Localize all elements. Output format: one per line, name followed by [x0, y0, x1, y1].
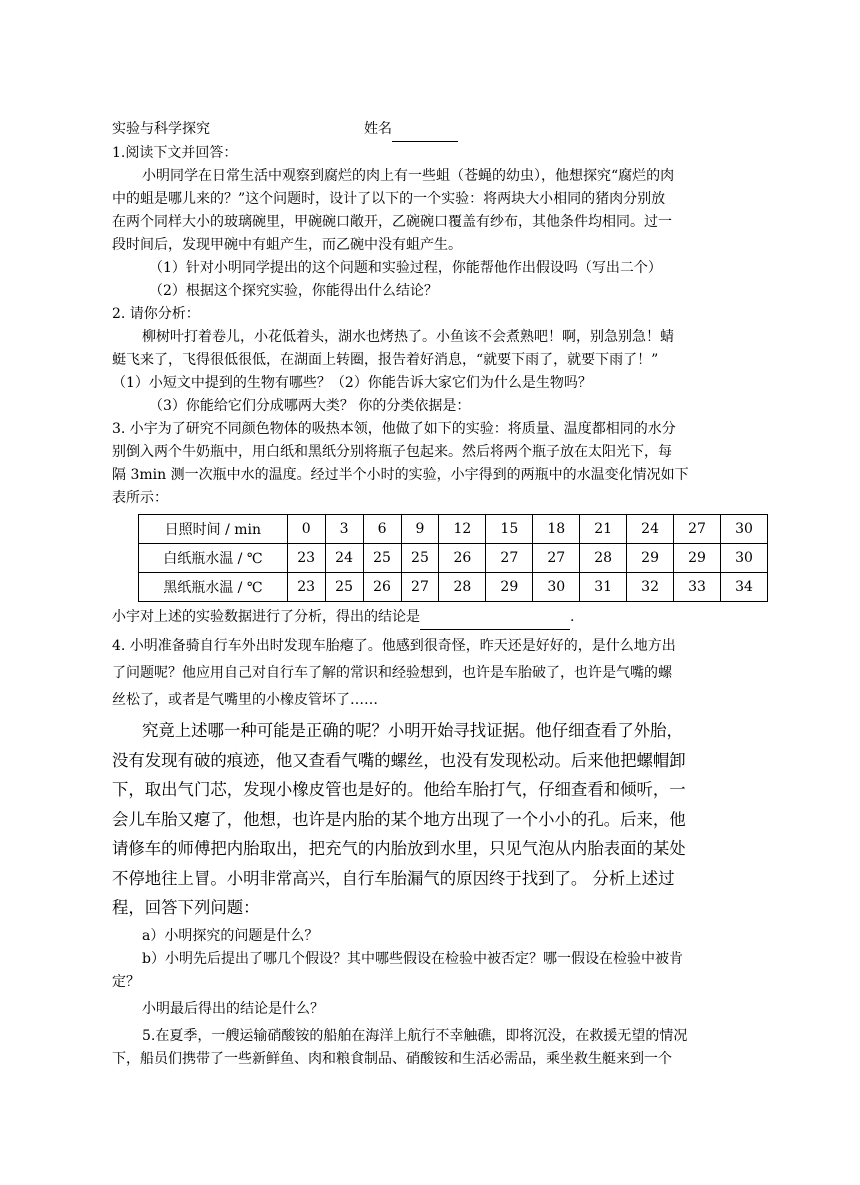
temperature-table	[138, 514, 768, 602]
table-cell: 26	[439, 544, 486, 573]
q4-text-line: 4. 小明准备骑自行车外出时发现车胎瘪了。他感到很奇怪，昨天还是好好的，是什么地方出	[112, 638, 676, 654]
table-row-header: 日照时间 / min	[139, 515, 288, 544]
q3-conclusion-blank	[420, 606, 570, 630]
q5-text-line: 5.在夏季，一艘运输硝酸铵的船舶在海洋上航行不幸触礁，即将沉没，在救援无望的情况	[142, 1027, 688, 1044]
table-cell: 30	[720, 544, 767, 573]
table-cell: 27	[533, 544, 580, 573]
q4-story-line: 没有发现有破的痕迹，他又查看气嘴的螺丝，也没有发现松动。后来他把螺帽卸	[112, 750, 686, 770]
q4-question-b: b）小明先后提出了哪几个假设？其中哪些假设在检验中被否定？哪一假设在检验中被肯	[142, 950, 683, 967]
q1-text-line: 中的蛆是哪儿来的？”这个问题时，设计了以下的一个实验：将两块大小相同的猪肉分别放	[112, 191, 666, 207]
q4-story-line: 不停地往上冒。小明非常高兴，自行车胎漏气的原因终于找到了。 分析上述过	[112, 868, 675, 888]
table-cell: 25	[325, 573, 363, 602]
q3-text-line: 别倒入两个牛奶瓶中，用白纸和黑纸分别将瓶子包起来。然后将两个瓶子放在太阳光下，每	[112, 444, 672, 460]
table-cell: 30	[533, 573, 580, 602]
table-cell: 29	[627, 544, 674, 573]
q2-sub-question-3: （3）你能给它们分成哪两大类？ 你的分类依据是：	[149, 398, 471, 414]
q3-conclusion-end: .	[570, 609, 575, 625]
q1-title: 1.阅读下文并回答：	[112, 145, 238, 161]
table-cell: 23	[287, 544, 325, 573]
q4-story-line: 请修车的师傅把内胎取出，把充气的内胎放到水里，只见气泡从内胎表面的某处	[112, 839, 686, 858]
q5-text-line: 下，船员们携带了一些新鲜鱼、肉和粮食制品、硝酸铵和生活必需品，乘坐救生艇来到一个	[112, 1050, 672, 1067]
table-cell: 33	[674, 573, 721, 602]
q4-story-line: 会儿车胎又瘪了，他想，也许是内胎的某个地方出现了一个小小的孔。后来，他	[112, 809, 686, 829]
table-cell: 26	[363, 573, 401, 602]
q4-question-c: 小明最后得出的结论是什么？	[142, 1000, 324, 1017]
q4-story-line: 下，取出气门芯，发现小橡皮管也是好的。他给车胎打气，仔细查看和倾听，一	[112, 780, 686, 799]
table-cell: 27	[486, 544, 533, 573]
table-cell: 0	[287, 515, 325, 544]
name-blank	[392, 118, 458, 142]
table-cell: 24	[325, 544, 363, 573]
table-cell: 29	[674, 544, 721, 573]
q2-sub-questions-1-2: （1）小短文中提到的生物有哪些？（2）你能告诉大家它们为什么是生物吗？	[112, 375, 592, 391]
table-cell: 9	[401, 515, 439, 544]
q2-text-line: 柳树叶打着卷儿，小花低着头，湖水也烤热了。小鱼该不会煮熟吧！啊，别急别急！蜻	[142, 329, 674, 345]
q1-sub-question-1: （1）针对小明同学提出的这个问题和实验过程，你能帮他作出假设吗（写出二个）	[149, 260, 662, 276]
table-cell: 15	[486, 515, 533, 544]
q4-story-line: 程，回答下列问题：	[112, 898, 260, 917]
subject-title: 实验与科学探究	[112, 121, 210, 137]
worksheet-header	[112, 118, 768, 142]
q3-text-line: 隔 3min 测一次瓶中水的温度。经过半个小时的实验，小宇得到的两瓶中的水温变化情况如下	[112, 467, 689, 483]
table-cell: 21	[580, 515, 627, 544]
table-cell: 30	[720, 515, 767, 544]
q2-title: 2. 请你分析：	[112, 306, 200, 322]
q4-text-line: 丝松了，或者是气嘴里的小橡皮管坏了……	[112, 692, 378, 708]
table-cell: 32	[627, 573, 674, 602]
table-cell: 31	[580, 573, 627, 602]
q1-text-line: 小明同学在日常生活中观察到腐烂的肉上有一些蛆（苍蝇的幼虫），他想探究“腐烂的肉	[142, 168, 675, 184]
table-row-header: 白纸瓶水温 / ℃	[139, 544, 288, 573]
table-cell: 23	[287, 573, 325, 602]
q4-text-line: 了问题呢？他应用自己对自行车了解的常识和经验想到，也许是车胎破了，也许是气嘴的螺	[112, 665, 672, 681]
table-cell: 6	[363, 515, 401, 544]
table-cell: 34	[720, 573, 767, 602]
q1-sub-question-2: （2）根据这个探究实验，你能得出什么结论？	[149, 283, 438, 299]
worksheet-page	[112, 118, 768, 1071]
name-label: 姓名	[364, 121, 392, 137]
table-cell: 3	[325, 515, 363, 544]
q3-text-line: 表所示：	[112, 490, 168, 506]
table-cell: 12	[439, 515, 486, 544]
table-cell: 28	[580, 544, 627, 573]
table-cell: 27	[674, 515, 721, 544]
q1-text-line: 段时间后，发现甲碗中有蛆产生，而乙碗中没有蛆产生。	[112, 237, 462, 253]
table-cell: 25	[363, 544, 401, 573]
table-row	[139, 544, 768, 573]
table-row	[139, 515, 768, 544]
q4-question-a: a）小明探究的问题是什么？	[142, 927, 319, 944]
table-cell: 28	[439, 573, 486, 602]
q1-text-line: 在两个同样大小的玻璃碗里，甲碗碗口敞开，乙碗碗口覆盖有纱布，其他条件均相同。过一	[112, 214, 672, 230]
table-cell: 18	[533, 515, 580, 544]
q2-text-line: 蜓飞来了，飞得很低很低，在湖面上转圈，报告着好消息，“就要下雨了，就要下雨了！”	[112, 352, 659, 368]
q3-conclusion-text: 小宇对上述的实验数据进行了分析，得出的结论是	[112, 609, 420, 625]
table-cell: 29	[486, 573, 533, 602]
q3-conclusion	[112, 606, 768, 630]
table-row-header: 黑纸瓶水温 / ℃	[139, 573, 288, 602]
table-cell: 24	[627, 515, 674, 544]
q3-text-line: 3. 小宇为了研究不同颜色物体的吸热本领，他做了如下的实验：将质量、温度都相同的水分	[112, 421, 676, 437]
table-cell: 27	[401, 573, 439, 602]
q4-story-line: 究竟上述哪一种可能是正确的呢？小明开始寻找证据。他仔细查看了外胎，	[142, 721, 683, 740]
q4-question-b-cont: 定？	[112, 973, 140, 990]
table-cell: 25	[401, 544, 439, 573]
table-row	[139, 573, 768, 602]
